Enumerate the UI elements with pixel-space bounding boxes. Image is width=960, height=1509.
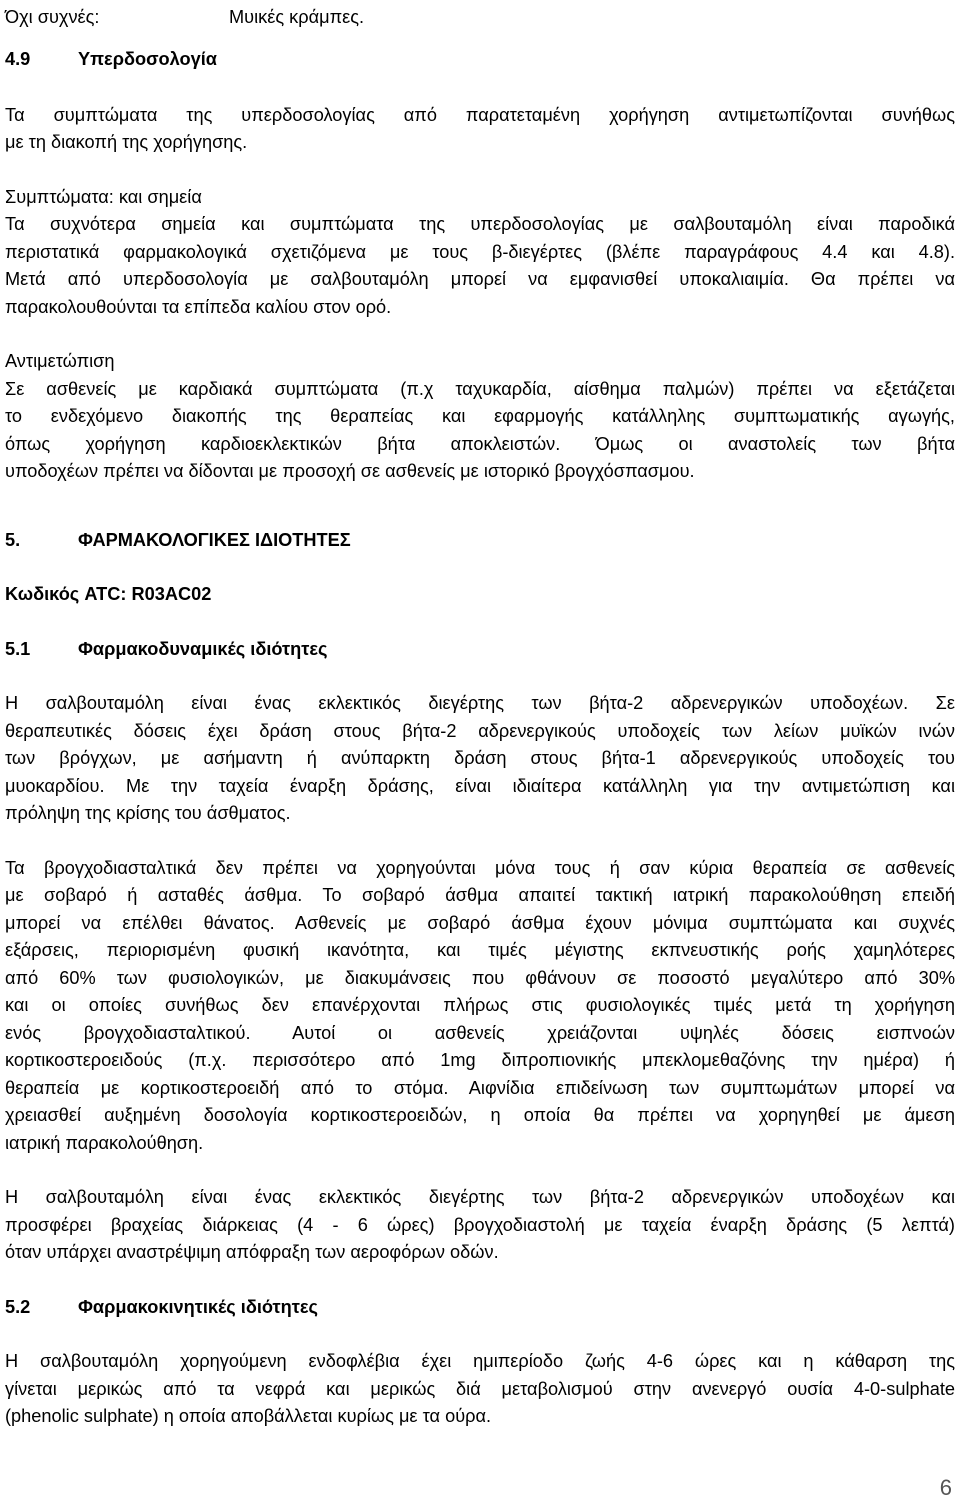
section-5-heading bbox=[5, 527, 955, 555]
text-line: κορτικοστεροειδούς (π.χ. περισσότερο από 1mg διπροπιονικής μπεκλομεθαζόνης την ημέρα) ή bbox=[5, 1050, 955, 1070]
text-line: προσφέρει βραχείας διάρκειας (4 - 6 ώρες) βρογχοδιαστολή με ταχεία έναρξη δράσης (5 λεπτά) bbox=[5, 1214, 955, 1235]
text-line: με τη διακοπή της χορήγησης. bbox=[5, 132, 248, 152]
text-line: Μετά από υπερδοσολογία με σαλβουταμόλη μπορεί να εμφανισθεί υποκαλιαιμία. Θα πρέπει να bbox=[5, 269, 955, 289]
section-4-9-heading bbox=[5, 46, 955, 74]
pharmacokinetics-paragraph bbox=[5, 1348, 955, 1431]
text-line: από 60% των φυσιολογικών, με διακυμάνσεις που φθάνουν σε ποσοστό μεγαλύτερο από 30% bbox=[5, 967, 955, 988]
treatment-heading: Αντιμετώπιση bbox=[5, 351, 115, 371]
text-line: Τα συχνότερα σημεία και συμπτώματα της υπερδοσολογίας με σαλβουταμόλη είναι παροδικά bbox=[5, 214, 955, 234]
text-line: ιατρική παρακολούθηση. bbox=[5, 1132, 204, 1153]
text-line: περιστατικά φαρμακολογικά σχετιζόμενα με τους β-διεγέρτες (βλέπε παραγράφους 4.4 και 4.8). bbox=[5, 241, 955, 262]
text-line: ενός βρογχοδιασταλτικού. Αυτοί οι ασθενείς χρειάζονται υψηλές δόσεις εισπνοών bbox=[5, 1022, 955, 1043]
symptoms-paragraph bbox=[5, 211, 955, 321]
pharmacodynamics-paragraph-1 bbox=[5, 690, 955, 828]
text-line: θεραπεία με κορτικοστεροειδή από το στόμα. Αιφνίδια επιδείνωση των συμπτωμάτων μπορεί να bbox=[5, 1077, 955, 1098]
text-line: και οι οποίες συνήθως δεν επανέρχονται πλήρως στις φυσιολογικές τιμές μετά τη χορήγηση bbox=[5, 995, 955, 1015]
section-5-1-heading bbox=[5, 636, 955, 664]
text-line: των βρόγχων, με ασήμαντη ή ανύπαρκτη δράση στους βήτα-1 αδρενεργικούς υποδοχείς του bbox=[5, 748, 955, 768]
text-line: όπως χορήγηση καρδιοεκλεκτικών βήτα αποκλειστών. Όμως οι αναστολείς των βήτα bbox=[5, 433, 955, 454]
text-line: Η σαλβουταμόλη είναι ένας εκλεκτικός διεγέρτης των βήτα-2 αδρενεργικών υποδοχέων. Σε bbox=[5, 693, 955, 713]
section-title: Φαρμακοκινητικές ιδιότητες bbox=[78, 1296, 318, 1317]
text-line: όταν υπάρχει αναστρέψιμη απόφραξη των αεροφόρων οδών. bbox=[5, 1242, 499, 1262]
symptoms-heading: Συμπτώματα: και σημεία bbox=[5, 186, 202, 207]
text-line: θεραπευτικές δόσεις έχει δράση στους βήτα-2 αδρενεργικούς υποδοχείς των λείων μυϊκών ινών bbox=[5, 720, 955, 741]
text-line: χρειασθεί αυξημένη δοσολογία κορτικοστεροειδών, η οποία θα πρέπει να χορηγηθεί με άμεση bbox=[5, 1105, 955, 1125]
text-line: Η σαλβουταμόλη χορηγούμενη ενδοφλέβια έχει ημιπερίοδο ζωής 4-6 ώρες και η κάθαρση της bbox=[5, 1351, 955, 1371]
section-number: 4.9 bbox=[5, 49, 31, 69]
text-line: πρόληψη της κρίσης του άσθματος. bbox=[5, 803, 291, 823]
pharmacodynamics-paragraph-2 bbox=[5, 855, 955, 1158]
text-line: το ενδεχόμενο διακοπής της θεραπείας και εφαρμογής κατάλληλης συμπτωματικής αγωγής, bbox=[5, 406, 955, 426]
section-title: Φαρμακοδυναμικές ιδιότητες bbox=[78, 638, 328, 659]
frequency-label: Όχι συχνές: bbox=[5, 7, 100, 27]
text-line: Τα συμπτώματα της υπερδοσολογίας από παρατεταμένη χορήγηση αντιμετωπίζονται συνήθως bbox=[5, 104, 955, 125]
text-line: Η σαλβουταμόλη είναι ένας εκλεκτικός διεγέρτης των βήτα-2 αδρενεργικών υποδοχέων και bbox=[5, 1187, 955, 1207]
page-number: 6 bbox=[939, 1475, 952, 1500]
section-number: 5. bbox=[5, 529, 21, 550]
frequency-value: Μυικές κράμπες. bbox=[229, 7, 365, 27]
section-number: 5.1 bbox=[5, 638, 31, 659]
section-5-2-heading bbox=[5, 1294, 955, 1322]
text-line: (phenolic sulphate) η οποία αποβάλλεται κυρίως με τα ούρα. bbox=[5, 1406, 492, 1426]
pharmacodynamics-paragraph-3 bbox=[5, 1184, 955, 1267]
section-title: Υπερδοσολογία bbox=[78, 49, 217, 69]
text-line: μυοκαρδίου. Με την ταχεία έναρξη δράσης, είναι ιδιαίτερα κατάλληλη για την αντιμετώπιση και bbox=[5, 775, 955, 796]
atc-code: Κωδικός ATC: R03AC02 bbox=[5, 584, 212, 604]
text-line: Τα βρογχοδιασταλτικά δεν πρέπει να χορηγούνται μόνα τους ή σαν κύρια θεραπεία σε ασθενείς bbox=[5, 857, 955, 878]
section-title: ΦΑΡΜΑΚΟΛΟΓΙΚΕΣ ΙΔΙΟΤΗΤΕΣ bbox=[78, 529, 351, 550]
document-page bbox=[5, 0, 955, 1431]
text-line: γίνεται μερικώς από τα νεφρά και μερικώς διά μεταβολισμού στην ανενεργό ουσία 4-0-sulphate bbox=[5, 1378, 955, 1399]
treatment-paragraph bbox=[5, 376, 955, 486]
text-line: Σε ασθενείς με καρδιακά συμπτώματα (π.χ ταχυκαρδία, αίσθημα παλμών) πρέπει να εξετάζεται bbox=[5, 378, 955, 399]
overdose-intro-paragraph bbox=[5, 102, 955, 157]
side-effect-row bbox=[5, 4, 955, 31]
text-line: υποδοχέων πρέπει να δίδονται με προσοχή σε ασθενείς με ιστορικό βρογχόσπασμου. bbox=[5, 461, 695, 481]
text-line: μπορεί να επέλθει θάνατος. Ασθενείς με σοβαρό άσθμα έχουν μόνιμα συμπτώματα και συχνές bbox=[5, 912, 955, 933]
text-line: παρακολουθούνται τα επίπεδα καλίου στον ορό. bbox=[5, 296, 392, 317]
section-number: 5.2 bbox=[5, 1296, 31, 1317]
text-line: με σοβαρό ή ασταθές άσθμα. Το σοβαρό άσθμα απαιτεί τακτική ιατρική παρακολούθηση επειδή bbox=[5, 885, 955, 905]
text-line: εξάρσεις, περιορισμένη φυσική ικανότητα, και τιμές μέγιστης εκπνευστικής ροής χαμηλότερες bbox=[5, 940, 955, 960]
